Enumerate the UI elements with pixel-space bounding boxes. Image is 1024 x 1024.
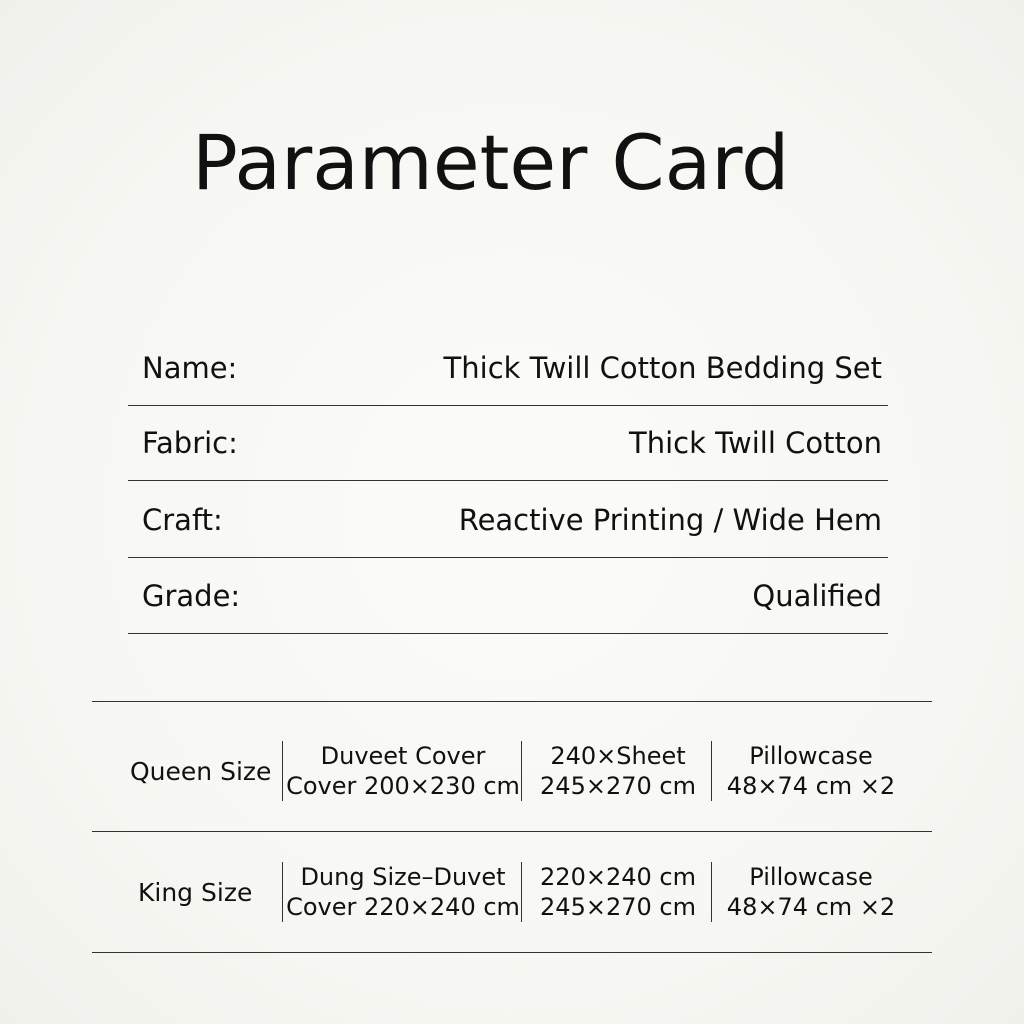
column-divider [282,741,283,801]
column-divider [282,862,283,922]
spec-value: Qualified [752,579,882,613]
spec-label: Fabric: [142,426,238,460]
spec-label: Grade: [142,579,241,613]
spec-value: Thick Twill Cotton Bedding Set [443,351,882,385]
table-bottom-divider [92,952,932,953]
duvet-line-2: Cover 220×240 cm [286,893,520,921]
pillowcase-cell [716,832,906,952]
spec-row-fabric [128,405,888,481]
column-divider [521,862,522,922]
sheet-cell [526,832,710,952]
duvet-line-1: Dung Size–Duvet [300,863,506,891]
spec-value: Thick Twill Cotton [629,426,882,460]
duvet-cell [288,711,518,831]
sheet-line-1: 240×Sheet [550,742,686,770]
column-divider [521,741,522,801]
spec-value: Reactive Printing / Wide Hem [458,503,882,537]
pillowcase-line-1: Pillowcase [749,742,873,770]
duvet-line-2: Cover 200×230 cm [286,772,520,800]
size-row-queen [92,711,932,831]
pillowcase-line-2: 48×74 cm ×2 [726,772,896,800]
spec-label: Name: [142,351,238,385]
duvet-cell [288,832,518,952]
page-title: Parameter Card [192,118,790,207]
pillowcase-line-1: Pillowcase [749,863,873,891]
sheet-line-1: 220×240 cm [540,863,696,891]
spec-row-name [128,330,888,406]
column-divider [711,741,712,801]
spec-row-grade [128,558,888,634]
sheet-line-2: 245×270 cm [540,893,696,921]
sheet-line-2: 245×270 cm [540,772,696,800]
table-top-divider [92,701,932,702]
pillowcase-cell [716,711,906,831]
size-row-king [92,832,932,952]
size-label: Queen Size [130,756,272,786]
duvet-line-1: Duveet Cover [320,742,486,770]
spec-label: Craft: [142,503,223,537]
sheet-cell [526,711,710,831]
size-label: King Size [138,877,253,907]
pillowcase-line-2: 48×74 cm ×2 [726,893,896,921]
column-divider [711,862,712,922]
spec-row-craft [128,482,888,558]
